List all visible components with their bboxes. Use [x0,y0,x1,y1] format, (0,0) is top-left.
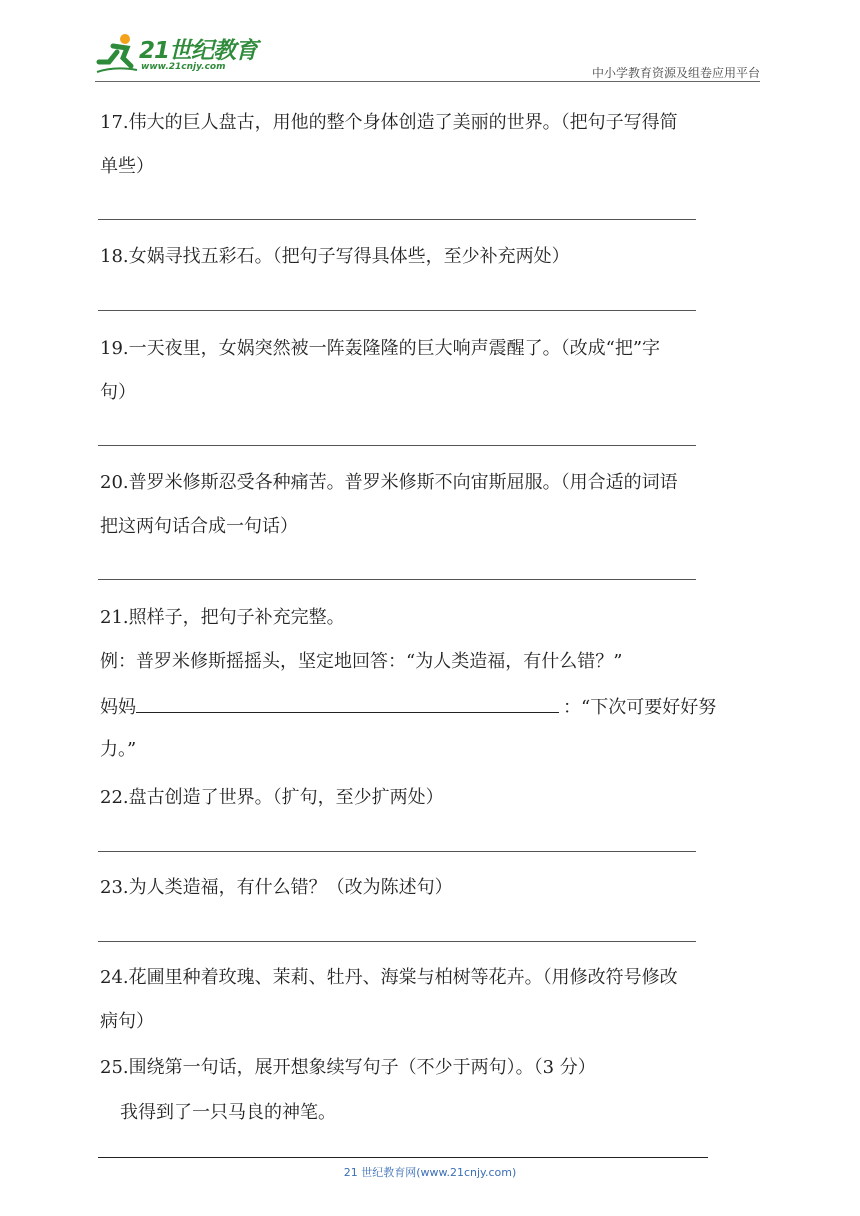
site-logo [95,30,295,80]
answer-line-22[interactable] [98,851,696,852]
page-header [95,30,760,80]
answer-line-19[interactable] [98,445,696,446]
header-divider [95,81,760,82]
question-21: 21.照样子，把句子补充完整。 [100,607,345,628]
question-18: 18.女娲寻找五彩石。（把句子写得具体些，至少补充两处） [100,246,570,267]
question-21-prefix: 妈妈 [100,697,136,718]
logo-url: www.21cnjy.com [141,62,226,72]
question-23: 23.为人类造福，有什么错？（改为陈述句） [100,877,453,898]
question-21-suffix: ：“下次可要好好努 [563,697,717,718]
question-25: 25.围绕第一句话，展开想象续写句子（不少于两句）。（3 分） [100,1057,596,1078]
footer-divider [98,1157,708,1158]
runner-logo-icon [95,32,139,76]
question-21-example: 例：普罗米修斯摇摇头，坚定地回答：“为人类造福，有什么错？” [100,651,623,672]
question-19-line2: 句） [100,382,136,403]
question-21-blank-line [100,694,716,720]
platform-title: 中小学教育资源及组卷应用平台 [591,66,760,80]
question-20-line1: 20.普罗米修斯忍受各种痛苦。普罗米修斯不向宙斯屈服。（用合适的词语 [100,472,678,493]
question-22: 22.盘古创造了世界。（扩句，至少扩两处） [100,787,444,808]
question-20-line2: 把这两句话合成一句话） [100,516,298,537]
page-footer: 21 世纪教育网(www.21cnjy.com) [343,1166,517,1179]
question-19-line1: 19.一天夜里，女娲突然被一阵轰隆隆的巨大响声震醒了。（改成“把”字 [100,338,661,359]
question-17-line1: 17.伟大的巨人盘古，用他的整个身体创造了美丽的世界。（把句子写得简 [100,112,678,133]
question-24-line2: 病句） [100,1011,154,1032]
fill-in-blank-21[interactable] [136,694,559,713]
logo-text: 21世纪教育 [139,38,258,64]
question-17-line2: 单些） [100,156,154,177]
answer-line-20[interactable] [98,579,696,580]
question-25-start: 我得到了一只马良的神笔。 [120,1102,336,1123]
answer-line-17[interactable] [98,219,696,220]
question-21-line2: 力。” [100,739,137,760]
question-24-line1: 24.花圃里种着玫瑰、茉莉、牡丹、海棠与柏树等花卉。（用修改符号修改 [100,967,678,988]
answer-line-23[interactable] [98,941,696,942]
answer-line-18[interactable] [98,310,696,311]
